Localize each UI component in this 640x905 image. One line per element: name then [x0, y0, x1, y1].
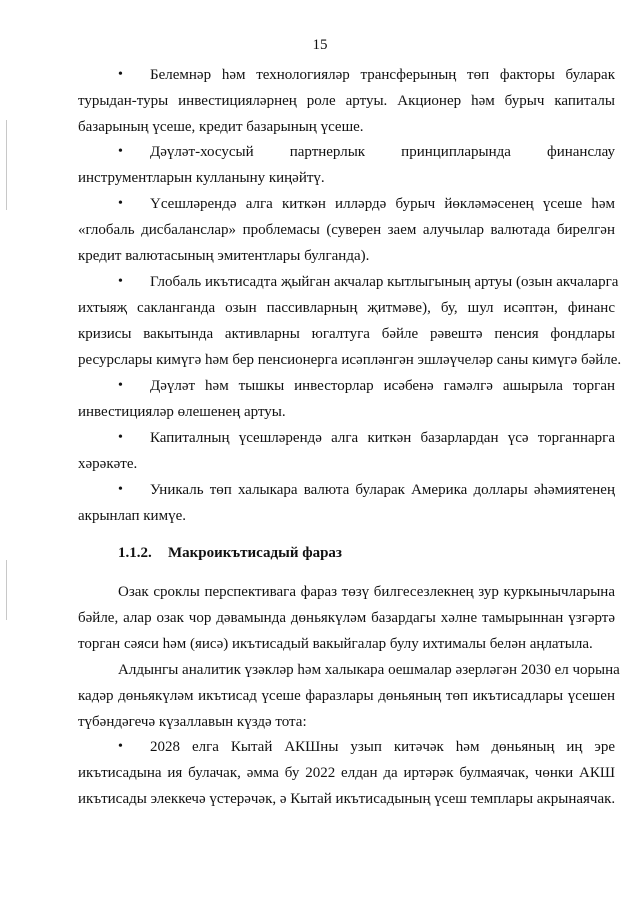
bullet-marker: •	[118, 67, 123, 82]
paragraph-2-line-2: кадәр дөньякүләм икътисад үсеше фаразлары дөньяның төп икътисадлары үсешен	[78, 688, 615, 704]
bullet-marker: •	[118, 482, 123, 497]
bullet-4-line-4: ресурслары кимүгә һәм бер пенсионерга исәпләнгән эшләүчеләр саны кимүгә бәйле.	[78, 352, 622, 368]
bullet-3-line-1: Үсешләрендә алга киткән илләрдә бурыч йөкләмәсенең үсеше һәм	[150, 196, 615, 212]
bullet-marker: •	[118, 196, 123, 211]
bullet-1-line-3: базарының үсеше, кредит базарының үсеше.	[78, 119, 364, 135]
bullet-marker: •	[118, 378, 123, 393]
page-number: 15	[312, 37, 328, 53]
section-number: 1.1.2.	[118, 545, 152, 561]
bullet-2-line-1: Дәүләт-хосусый партнерлык принципларында финанслау	[150, 144, 615, 160]
bullet-4-line-1: Глобаль икътисадта җыйган акчалар кытлыгының артуы (озын акчаларга	[150, 274, 619, 290]
final-bullet-line-3: икътисады элеккечә үстерәчәк, ә Кытай икътисадының үсеш темплары акрынаячак.	[78, 791, 616, 807]
final-bullet-line-2: икътисадына ия булачак, әмма бу 2022 елдан да иртәрәк булмаячак, чөнки АКШ	[78, 765, 615, 781]
final-bullet-line-1: 2028 елга Кытай АКШны узып китәчәк һәм дөньяның иң эре	[150, 739, 615, 755]
bullet-3-line-2: «глобаль дисбаланслар» проблемасы (суверен заем алучылар валютада бирелгән	[78, 222, 615, 238]
bullet-1-line-1: Белемнәр һәм технологияләр трансферының төп факторы буларак	[150, 67, 615, 83]
paragraph-2-line-1: Алдынгы аналитик үзәкләр һәм халыкара оешмалар әзерләгән 2030 ел чорына	[118, 662, 620, 678]
bullet-4-line-2: ихтыяҗ саклангандa озын пассивларның җитмәве), бу, шул исәптән, финанс	[78, 300, 615, 316]
scan-margin-line	[6, 120, 7, 210]
paragraph-1-line-1: Озак сроклы перспективага фараз төзү билгесезлекнең зур куркынычларына	[118, 584, 615, 600]
bullet-7-line-1: Уникаль төп халыкара валюта буларак Америка доллары әһәмиятенең	[150, 482, 615, 498]
paragraph-1-line-3: торган сәяси һәм (яисә) икътисадый вакыйгалар булу ихтималы белән аңлатыла.	[78, 636, 593, 652]
bullet-6-line-2: хәрәкәте.	[78, 456, 138, 472]
bullet-6-line-1: Капиталның үсешләрендә алга киткән базарлардан үсә торганнарга	[150, 430, 615, 446]
bullet-marker: •	[118, 739, 123, 754]
paragraph-2-line-3: түбәндәгечә күзаллавын күздә тота:	[78, 714, 307, 730]
bullet-4-line-3: кризисы вакытында активларны югалтуга бәйле рәвештә пенсия фондлары	[78, 326, 615, 342]
bullet-marker: •	[118, 430, 123, 445]
bullet-7-line-2: акрынлап кимүе.	[78, 508, 186, 524]
bullet-marker: •	[118, 144, 123, 159]
bullet-5-line-2: инвестицияләр өлешенең артуы.	[78, 404, 286, 420]
bullet-3-line-3: кредит валютасының эмитентлары булганда).	[78, 248, 370, 264]
bullet-2-line-2: инструментларын кулланыну киңәйтү.	[78, 170, 325, 186]
bullet-marker: •	[118, 274, 123, 289]
scan-margin-line	[6, 560, 7, 620]
bullet-5-line-1: Дәүләт һәм тышкы инвесторлар исәбенә гамәлгә ашырыла торган	[150, 378, 615, 394]
bullet-1-line-2: турыдан-туры инвестицияләрнең роле артуы. Акционер һәм бурыч капиталы	[78, 93, 615, 109]
paragraph-1-line-2: бәйле, алар озак чор дәвамында дөньякүләм базардагы хәлне тамырыннан үзгәртә	[78, 610, 615, 626]
section-title: Макроикътисадый фараз	[168, 545, 342, 561]
